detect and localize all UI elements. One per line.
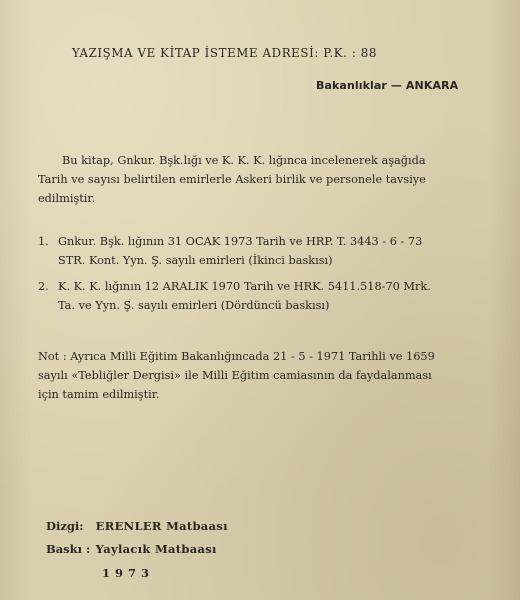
item-line-1: K. K. K. lığının 12 ARALIK 1970 Tarih ve HRK. 5411.518-70 Mrk. [58, 280, 431, 293]
item-number: 2. [38, 280, 49, 293]
item-line-1: Gnkur. Bşk. lığının 31 OCAK 1973 Tarih ve HRP. T. 3443 - 6 - 73 [58, 235, 423, 248]
dizgi-label: Dizgi: [46, 519, 84, 533]
item-line-2: Ta. ve Yyn. Ş. sayılı emirleri (Dördüncü baskısı) [58, 299, 330, 312]
item-line-2: STR. Kont. Yyn. Ş. sayılı emirleri (İkinci baskısı) [58, 254, 333, 267]
intro-line-3: edilmiştir. [38, 192, 96, 205]
order-list-item [38, 277, 508, 315]
recommendation-paragraph [38, 151, 508, 208]
note-paragraph [38, 347, 513, 404]
intro-line-2: Tarih ve sayısı belirtilen emirlerle Askeri birlik ve personele tavsiye [38, 173, 426, 186]
printing-credit [46, 542, 217, 557]
note-line-1: Not : Ayrıca Milli Eğitim Bakanlığıncada 21 - 5 - 1971 Tarihli ve 1659 [38, 350, 435, 363]
note-line-3: için tamim edilmiştir. [38, 388, 160, 401]
intro-line-1: Bu kitap, Gnkur. Bşk.lığı ve K. K. K. lığınca incelenerek aşağıda [62, 154, 426, 167]
item-number: 1. [38, 235, 49, 248]
baski-label: Baskı : [46, 542, 91, 556]
publication-year: 1973 [102, 566, 155, 580]
note-line-2: sayılı «Tebliğler Dergisi» ile Milli Eğitim camiasının da faydalanması [38, 369, 432, 382]
correspondence-address: YAZIŞMA VE KİTAP İSTEME ADRESİ: P.K. : 88 [72, 46, 378, 60]
dizgi-value: ERENLER Matbaası [95, 519, 228, 533]
address-location: Bakanlıklar — ANKARA [316, 79, 459, 92]
typesetting-credit [46, 519, 228, 534]
baski-value: Yaylacık Matbaası [95, 542, 217, 556]
order-list-item [38, 232, 508, 270]
